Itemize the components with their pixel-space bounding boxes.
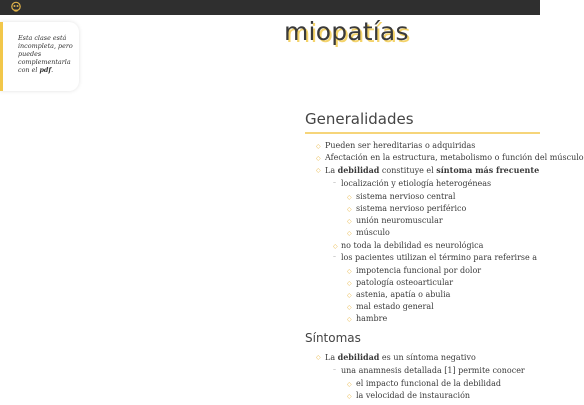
bullet-icon: ◇ xyxy=(347,218,352,225)
bullet-icon: ◇ xyxy=(347,381,352,388)
incomplete-class-note xyxy=(0,22,79,91)
list-item: impotencia funcional por dolor xyxy=(356,266,482,275)
list-item: mal estado general xyxy=(356,302,434,311)
bullet-icon: ◇ xyxy=(347,280,352,287)
bullet-icon: ◇ xyxy=(316,167,321,174)
bullet-icon: ◇ xyxy=(347,292,352,299)
list-item: no toda la debilidad es neurológica xyxy=(341,241,484,250)
bullet-icon: ◇ xyxy=(347,304,352,311)
section-heading-sintomas: Síntomas xyxy=(305,331,361,345)
list-item: unión neuromuscular xyxy=(356,216,443,225)
page-title: miopatías xyxy=(284,17,409,46)
note-text: Esta clase está incompleta, pero puedes complementarla con el pdf. xyxy=(18,34,73,74)
list-item: La debilidad es un síntoma negativo xyxy=(325,352,476,362)
list-item: músculo xyxy=(356,228,390,237)
list-item: una anamnesis detallada [1] permite conocer xyxy=(341,366,525,375)
list-item: hambre xyxy=(356,314,388,323)
list-item: sistema nervioso periférico xyxy=(356,204,467,213)
list-item: Pueden ser hereditarias o adquiridas xyxy=(325,141,476,150)
dash-bullet-icon: – xyxy=(333,253,336,260)
list-item: patología osteoarticular xyxy=(356,278,454,287)
list-item: la velocidad de instauración xyxy=(356,391,471,400)
bullet-icon: ◇ xyxy=(316,155,321,162)
bullet-icon: ◇ xyxy=(347,206,352,213)
bullet-icon: ◇ xyxy=(316,354,321,361)
top-bar xyxy=(0,0,540,15)
bullet-icon: ◇ xyxy=(347,393,352,400)
heading-underline xyxy=(305,132,540,134)
list-item: localización y etiología heterogéneas xyxy=(341,179,492,188)
bullet-icon: ◇ xyxy=(347,194,352,201)
bullet-icon: ◇ xyxy=(347,268,352,275)
list-item: astenia, apatía o abulia xyxy=(356,290,451,299)
list-item: Afectación en la estructura, metabolismo o función del músculo xyxy=(325,153,584,162)
bullet-icon: ◇ xyxy=(347,316,352,323)
bullet-icon: ◇ xyxy=(333,243,338,250)
section-heading-generalidades: Generalidades xyxy=(305,110,414,128)
list-item: los pacientes utilizan el término para referirse a xyxy=(341,253,538,262)
skull-icon[interactable] xyxy=(10,1,22,13)
dash-bullet-icon: – xyxy=(333,179,336,186)
dash-bullet-icon: – xyxy=(333,366,336,373)
bullet-icon: ◇ xyxy=(316,143,321,150)
bullet-icon: ◇ xyxy=(347,230,352,237)
pdf-link[interactable]: pdf xyxy=(39,66,52,74)
list-item: La debilidad constituye el síntoma más frecuente xyxy=(325,165,540,175)
list-item: el impacto funcional de la debilidad xyxy=(356,379,502,388)
list-item: sistema nervioso central xyxy=(356,192,456,201)
